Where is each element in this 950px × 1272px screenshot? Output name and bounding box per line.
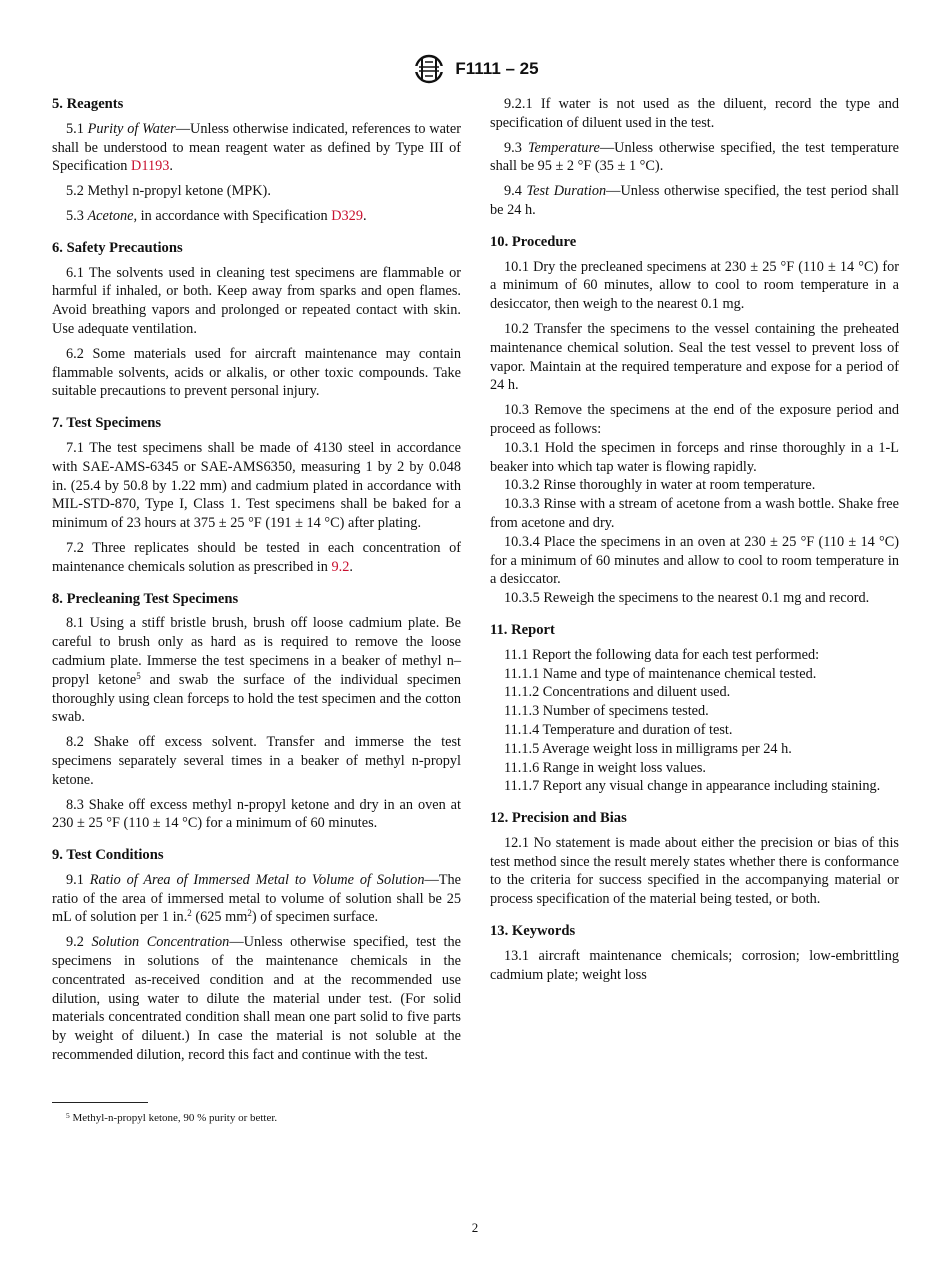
section-9-conditions [52, 846, 461, 1065]
section-heading: 5. Reagents [52, 96, 124, 112]
section-heading: 10. Procedure [490, 233, 577, 250]
paragraph-9-2-1: 9.2.1 If water is not used as the diluent, record the type and specification of diluent used in the test. [490, 96, 899, 131]
paragraph-9-4: 9.4 Test Duration—Unless otherwise specified, the test period shall be 24 h. [490, 183, 899, 218]
paragraph-5-1: 5.1 Purity of Water—Unless otherwise indicated, references to water shall be understood to mean reagent water as defined by Type III of Specification D1193. [52, 120, 462, 175]
section-heading: 7. Test Specimens [52, 415, 162, 432]
section-7-specimens [52, 414, 461, 576]
reference-link-d329[interactable]: D329 [331, 207, 363, 224]
paragraph-10-2: 10.2 Transfer the specimens to the vessel containing the preheated maintenance chemical solution. Seal the test vessel to prevent loss of vapor. Maintain at the required temperature and expose for a period of 24 h. [490, 320, 899, 394]
section-heading: 11. Report [490, 621, 555, 638]
paragraph-9-3: 9.3 Temperature—Unless otherwise specified, the test temperature shall be 95 ± 2 °F (35 ± 1 °C). [490, 139, 900, 175]
footnote-marker: 5 [136, 670, 141, 681]
paragraph-10-3-2: 10.3.2 Rinse thoroughly in water at room temperature. [504, 477, 816, 494]
paragraph-10-1: 10.1 Dry the precleaned specimens at 230 ± 25 °F (110 ± 14 °C) for a minimum of 60 minutes, allow to cool to room temperature in a desiccator, then weigh to the nearest 0.1 mg. [490, 258, 899, 313]
paragraph-7-2: 7.2 Three replicates should be tested in each concentration of maintenance chemicals solution as prescribed in 9.2. [52, 539, 461, 575]
left-column [52, 95, 461, 1065]
paragraph-6-2: 6.2 Some materials used for aircraft maintenance may contain flammable solvents, acids or alkalis, or other toxic compounds. Take suitable precautions to prevent personal injury. [52, 345, 461, 400]
paragraph-5-2: 5.2 Methyl n-propyl ketone (MPK). [66, 183, 271, 200]
section-heading: 13. Keywords [490, 923, 576, 940]
paragraph-11-1-1: 11.1.1 Name and type of maintenance chemical tested. [504, 665, 817, 682]
paragraph-11-1-2: 11.1.2 Concentrations and diluent used. [504, 684, 731, 701]
footnote: $^5$ Methyl-n-propyl ketone, 90 % purity or better. [66, 1111, 278, 1124]
paragraph-7-1: 7.1 The test specimens shall be made of 4130 steel in accordance with SAE-AMS-6345 or SAE-AMS6350, measuring 1 by 2 by 0.048 in. (25.4 by 50.8 by 1.22 mm) and cadmium plated in accordance with MIL-STD-870, Type I, Class 1. Test specimens shall be baked for a minimum of 23 hours at 375 ± 25 °F (191 ± 14 °C) after plating. [52, 439, 461, 532]
paragraph-11-1: 11.1 Report the following data for each test performed: [504, 646, 820, 663]
paragraph-11-1-3: 11.1.3 Number of specimens tested. [504, 703, 709, 720]
page-header [0, 52, 950, 86]
section-heading: 12. Precision and Bias [490, 810, 627, 827]
reference-link-d1193[interactable]: D1193 [131, 158, 170, 175]
paragraph-5-3: 5.3 Acetone, in accordance with Specification D329. [66, 207, 367, 224]
paragraph-11-1-6: 11.1.6 Range in weight loss values. [504, 759, 706, 776]
paragraph-12-1: 12.1 No statement is made about either the precision or bias of this test method since the result merely states whether there is conformance to the criteria for success specified in the accompanying material or process specification of the material being tested, or both. [490, 834, 899, 908]
paragraph-8-1: 8.1 Using a stiff bristle brush, brush off loose cadmium plate. Be careful to brush only as hard as is required to remove the loose cadmium plate. Immerse the test specimens in a beaker of methyl n–propyl ketone$^5$ and swab the surface of the individual specimen thoroughly using clean forceps to hold the test specimen and the cotton swab. [52, 615, 462, 726]
section-heading: 8. Precleaning Test Specimens [52, 590, 239, 607]
section-11-report [490, 621, 899, 796]
section-10-procedure [490, 233, 899, 608]
footnote-divider [52, 1102, 148, 1103]
section-5-reagents [52, 95, 461, 226]
paragraph-9-1: 9.1 Ratio of Area of Immersed Metal to Volume of Solution—The ratio of the area of immersed metal to volume of solution shall be 25 mL of solution per 1 in.$^2$ (625 $mm^2$) of specimen surface. [52, 871, 461, 926]
paragraph-11-1-7: 11.1.7 Report any visual change in appearance including staining. [504, 778, 881, 795]
paragraph-11-1-5: 11.1.5 Average weight loss in milligrams per 24 h. [504, 740, 792, 757]
paragraph-10-3-1: 10.3.1 Hold the specimen in forceps and rinse thoroughly in a 1-L beaker into which tap water is flowing rapidly. [490, 439, 899, 475]
paragraph-13-1: 13.1 aircraft maintenance chemicals; corrosion; low-embrittling cadmium plate; weight loss [490, 947, 899, 983]
reference-link-9-2[interactable]: 9.2 [331, 558, 350, 575]
section-13-keywords [490, 922, 899, 984]
page-number: 2 [471, 1220, 479, 1235]
document-id: F1111 – 25 [455, 59, 539, 78]
paragraph-10-3-3: 10.3.3 Rinse with a stream of acetone from a wash bottle. Shake free from acetone and dry. [490, 496, 899, 531]
paragraph-6-1: 6.1 The solvents used in cleaning test specimens are flammable or harmful if inhaled, or both. Keep away from sparks and open flames. Avoid breathing vapors and prolonged or repeated contact with skin. Use adequate ventilation. [52, 264, 461, 337]
paragraph-10-3-4: 10.3.4 Place the specimens in an oven at 230 ± 25 °F (110 ± 14 °C) for a minimum of 60 minutes and allow to cool to room temperature in a desiccator. [490, 533, 899, 588]
paragraph-8-3: 8.3 Shake off excess methyl n-propyl ketone and dry in an oven at 230 ± 25 °F (110 ± 14 °C) for a minimum of 60 minutes. [52, 796, 461, 832]
paragraph-8-2: 8.2 Shake off excess solvent. Transfer and immerse the test specimens separately several times in a beaker of methyl n-propyl ketone. [52, 734, 461, 788]
section-heading: 9. Test Conditions [52, 847, 164, 864]
paragraph-9-2: 9.2 Solution Concentration—Unless otherwise specified, test the specimens in solutions of the maintenance chemicals in the concentrated as-received condition and at the recommended use dilution, using water to dilute the material under test. (For solid materials concentrated condition shall mean one part solid to five parts by weight of diluent.) In case the material is not soluble at the recommended dilution, record this fact and continue with the test. [52, 934, 461, 1064]
section-12-precision [490, 809, 899, 909]
astm-logo-icon [411, 54, 447, 84]
paragraph-11-1-4: 11.1.4 Temperature and duration of test. [504, 721, 733, 738]
paragraph-10-3: 10.3 Remove the specimens at the end of the exposure period and proceed as follows: [490, 402, 899, 437]
paragraph-10-3-5: 10.3.5 Reweigh the specimens to the nearest 0.1 mg and record. [504, 590, 870, 607]
section-6-safety [52, 239, 461, 401]
section-8-precleaning [52, 590, 461, 834]
right-column [490, 95, 899, 984]
section-heading: 6. Safety Precautions [52, 239, 183, 256]
